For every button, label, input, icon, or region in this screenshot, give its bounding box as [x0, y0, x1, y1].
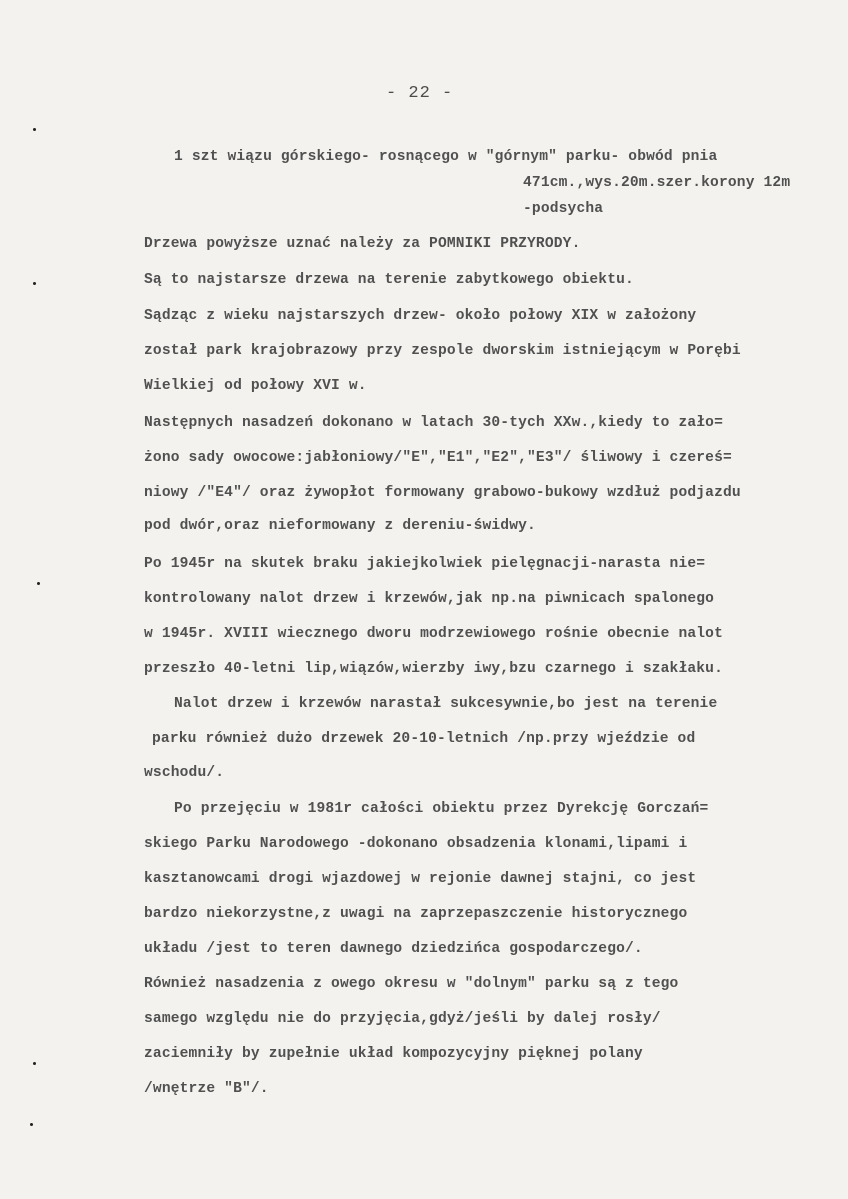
text-line: został park krajobrazowy przy zespole dworskim istniejącym w Porębi	[144, 343, 741, 359]
text-line: w 1945r. XVIII wiecznego dworu modrzewiowego rośnie obecnie nalot	[144, 626, 723, 642]
page-number: - 22 -	[386, 84, 454, 103]
text-line: Drzewa powyższe uznać należy za POMNIKI PRZYRODY.	[144, 236, 581, 252]
text-line: -podsycha	[523, 201, 604, 217]
punch-mark	[33, 282, 36, 285]
punch-mark	[37, 582, 40, 585]
text-line: Również nasadzenia z owego okresu w "dolnym" parku są z tego	[144, 976, 679, 992]
text-line: parku również dużo drzewek 20-10-letnich /np.przy wjeździe od	[152, 731, 696, 747]
punch-mark	[33, 1062, 36, 1065]
punch-mark	[33, 128, 36, 131]
punch-mark	[30, 1123, 33, 1126]
text-line: niowy /"E4"/ oraz żywopłot formowany grabowo-bukowy wzdłuż podjazdu	[144, 485, 741, 501]
text-line: skiego Parku Narodowego -dokonano obsadzenia klonami,lipami i	[144, 836, 688, 852]
text-line: Po przejęciu w 1981r całości obiektu przez Dyrekcję Gorczań=	[174, 801, 709, 817]
text-line: kontrolowany nalot drzew i krzewów,jak np.na piwnicach spalonego	[144, 591, 715, 607]
text-line: przeszło 40-letni lip,wiązów,wierzby iwy,bzu czarnego i szakłaku.	[144, 661, 723, 677]
text-line: Są to najstarsze drzewa na terenie zabytkowego obiektu.	[144, 272, 634, 288]
text-line: zaciemniły by zupełnie układ kompozycyjny pięknej polany	[144, 1046, 643, 1062]
text-line: Następnych nasadzeń dokonano w latach 30-tych XXw.,kiedy to zało=	[144, 415, 723, 431]
text-line: Po 1945r na skutek braku jakiejkolwiek pielęgnacji-narasta nie=	[144, 556, 706, 572]
text-line: Sądząc z wieku najstarszych drzew- około połowy XIX w założony	[144, 308, 697, 324]
text-line: bardzo niekorzystne,z uwagi na zaprzepaszczenie historycznego	[144, 906, 688, 922]
text-line: samego względu nie do przyjęcia,gdyż/jeśli by dalej rosły/	[144, 1011, 661, 1027]
text-line: Wielkiej od połowy XVI w.	[144, 378, 367, 394]
text-line: układu /jest to teren dawnego dziedzińca gospodarczego/.	[144, 941, 643, 957]
text-line: /wnętrze "B"/.	[144, 1081, 269, 1097]
text-line: 471cm.,wys.20m.szer.korony 12m	[523, 175, 791, 191]
text-line: wschodu/.	[144, 765, 225, 781]
text-line: żono sady owocowe:jabłoniowy/"E","E1","E2","E3"/ śliwowy i czereś=	[144, 450, 732, 466]
text-line: kasztanowcami drogi wjazdowej w rejonie dawnej stajni, co jest	[144, 871, 697, 887]
text-line: Nalot drzew i krzewów narastał sukcesywnie,bo jest na terenie	[174, 696, 718, 712]
text-line: pod dwór,oraz nieformowany z dereniu-świdwy.	[144, 518, 536, 534]
text-line: 1 szt wiązu górskiego- rosnącego w "górnym" parku- obwód pnia	[174, 149, 718, 165]
